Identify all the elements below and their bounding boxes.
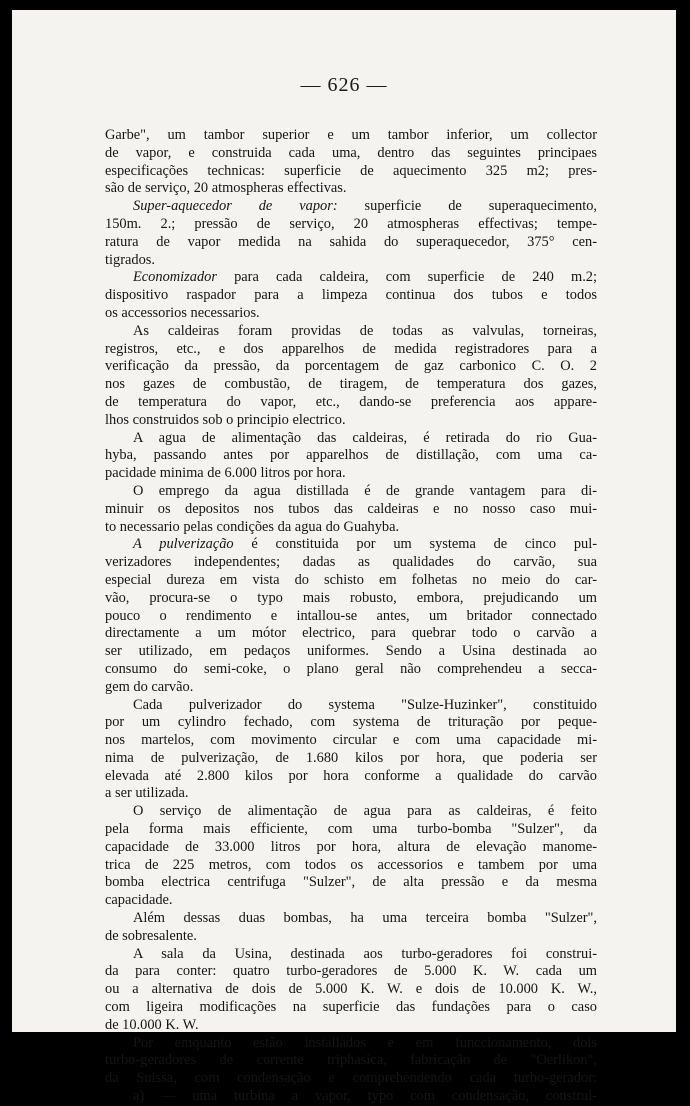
text-line: Além dessas duas bombas, ha uma terceira bomba "Sulzer", (133, 910, 597, 927)
text-line: pouco o rendimento e intallou-se antes, um britador connectado (105, 607, 597, 624)
text-line: especificações technicas: superficie de aquecimento 325 m2; pres- (105, 162, 597, 179)
page-number: — 626 — (300, 74, 388, 96)
text-line: trica de 225 metros, com todos os accessorios e tambem por uma (105, 856, 597, 873)
text-line: Por emquanto estão installados e em funccionamento, dois (133, 1034, 597, 1051)
text-line: verificação da pressão, da porcentagem de gaz carbonico C. O. 2 (105, 358, 597, 375)
text-line: O emprego da agua distillada é de grande vantagem para di- (133, 482, 597, 499)
text-line: A pulverização é constituida por um systema de cinco pul- (133, 536, 597, 553)
text-line: Garbe", um tambor superior e um tambor inferior, um collector (105, 127, 597, 143)
text-line: dispositivo raspador para a limpeza continua dos tubos e todos (105, 287, 597, 304)
text-line: Super-aquecedor de vapor: superficie de superaquecimento, (133, 198, 597, 215)
text-line: to necessario pelas condições da agua do Guahyba. (105, 518, 400, 535)
text-line: capacidade de 33.000 litros por hora, altura de elevação manome- (105, 838, 597, 855)
text-line: de temperatura do vapor, etc., dando-se preferencia aos appare- (105, 393, 597, 410)
text-line: consumo do semi-coke, o plano geral não comprehendeu a secca- (105, 660, 597, 677)
text-line: capacidade. (105, 892, 173, 909)
text-line: nima de pulverização, de 1.680 kilos por hora, que poderia ser (105, 749, 597, 766)
text-line: verizadores independentes; dadas as qualidades do carvão, sua (105, 554, 597, 571)
text-line: ou a alternativa de dois de 5.000 K. W. e dois de 10.000 K. W., (105, 981, 597, 998)
text-line: especial dureza em vista do schisto em folhetas no meio do car- (105, 571, 597, 588)
text-line: ser utilizado, em pedaços uniformes. Sendo a Usina destinada ao (105, 643, 597, 660)
text-line: registros, etc., e dos apparelhos de medida registradores para a (105, 340, 597, 357)
text-line: de sobresalente. (105, 927, 197, 944)
text-line: por um cylindro fechado, com systema de trituração por peque- (105, 714, 597, 731)
text-line: directamente a um mótor electrico, para quebrar todo o carvão a (105, 625, 597, 642)
text-line: Economizador para cada caldeira, com superficie de 240 m.2; (133, 269, 597, 286)
text-line: nos gazes de combustão, de tiragem, de temperatura dos gazes, (105, 376, 597, 393)
text-line: de vapor, e construida cada uma, dentro das seguintes principaes (105, 144, 597, 161)
text-line: As caldeiras foram providas de todas as valvulas, torneiras, (133, 322, 597, 339)
page-sheet (12, 10, 676, 1105)
text-line: A sala da Usina, destinada aos turbo-geradores foi construi- (133, 945, 597, 962)
text-line: hyba, passando antes por apparelhos de distillação, com uma ca- (105, 447, 597, 464)
text-line: turbo-geradores de corrente triphasica, fabricação de "Oerlikon", (105, 1052, 597, 1069)
text-line: O serviço de alimentação de agua para as caldeiras, é feito (133, 803, 597, 820)
text-line: gem do carvão. (105, 678, 194, 695)
text-line: 150m. 2.; pressão de serviço, 20 atmospheras effectivas; tempe- (105, 215, 597, 232)
text-line: com ligeira modificações na superficie das fundações para o caso (105, 999, 597, 1016)
text-line: lhos construidos sob o principio electrico. (105, 411, 346, 428)
text-line: da Suissa, com condensação e comprehendendo cada turbo-gerador: (105, 1070, 597, 1087)
text-line: pela forma mais efficiente, com uma turbo-bomba "Sulzer", da (105, 821, 597, 838)
text-line: tigrados. (105, 251, 155, 268)
text-line: elevada até 2.800 kilos por hora conforme a qualidade do carvão (105, 767, 597, 784)
text-line: ratura de vapor medida na sahida do superaquecedor, 375° cen- (105, 233, 597, 250)
italic-term: Economizador (133, 269, 217, 286)
text-line: a ser utilizada. (105, 785, 189, 802)
body-text (105, 127, 597, 1106)
text-line: são de serviço, 20 atmospheras effectivas. (105, 180, 347, 197)
text-line: Cada pulverizador do systema "Sulze-Huzinker", constituido (133, 696, 597, 713)
text-line: bomba electrica centrifuga "Sulzer", de alta pressão e da mesma (105, 874, 597, 891)
text-line: de 10.000 K. W. (105, 1016, 199, 1033)
text-line: nos martelos, com movimento circular e com uma capacidade mi- (105, 732, 597, 749)
italic-term: Super-aquecedor de vapor: (133, 198, 338, 215)
italic-term: A pulverização (133, 536, 234, 553)
text-line: minuir os depositos nos tubos das caldeiras e no nosso caso mui- (105, 500, 597, 517)
text-line: vão, procura-se o typo mais robusto, embora, prejudicando um (105, 589, 597, 606)
text-line: da para conter: quatro turbo-geradores de 5.000 K. W. cada um (105, 963, 597, 980)
text-line: A agua de alimentação das caldeiras, é retirada do rio Gua- (133, 429, 597, 446)
text-line: a) — uma turbina a vapor, typo com condensação, construi- (133, 1088, 597, 1105)
text-line: pacidade minima de 6.000 litros por hora. (105, 465, 346, 482)
text-line: os accessorios necessarios. (105, 304, 260, 321)
